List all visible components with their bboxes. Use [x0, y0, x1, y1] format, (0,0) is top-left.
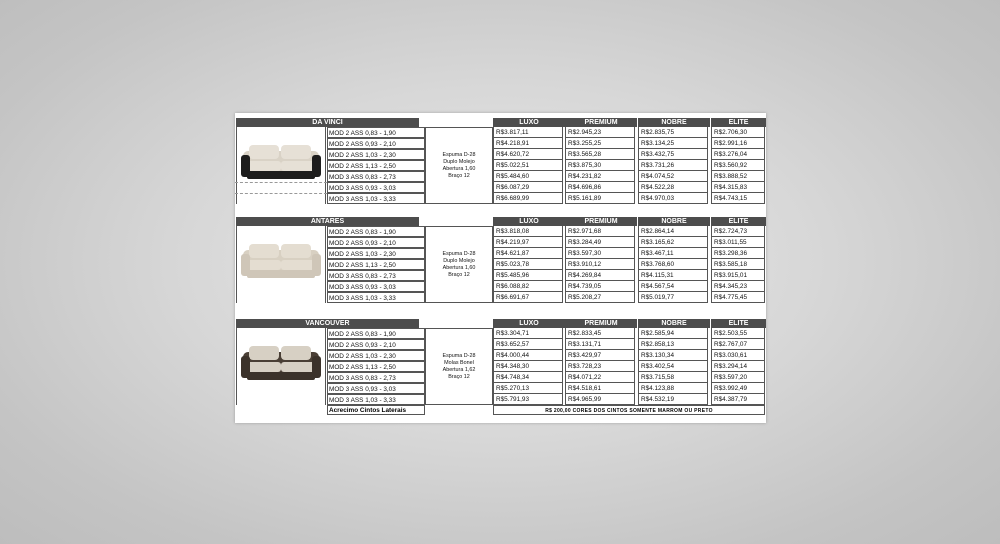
price-cell: R$3.715,58 [638, 372, 708, 383]
price-cell: R$3.728,23 [565, 361, 635, 372]
tier-header: PREMIUM [565, 319, 637, 328]
price-cell: R$3.915,01 [711, 270, 765, 281]
price-cell: R$3.467,11 [638, 248, 708, 259]
spec-line: Duplo Molejo [443, 257, 475, 264]
price-cell: R$5.023,78 [493, 259, 563, 270]
model-cell: MOD 3 ASS 0,83 - 2,73 [327, 270, 425, 281]
model-cell: MOD 3 ASS 1,03 - 3,33 [327, 292, 425, 303]
spec-line: Molas Bonel [444, 359, 474, 366]
product-section [235, 319, 766, 415]
price-cell: R$4.231,82 [565, 171, 635, 182]
spec-line: Espuma D-28 [442, 352, 476, 359]
product-section [235, 217, 766, 303]
model-cell: MOD 2 ASS 1,03 - 2,30 [327, 350, 425, 361]
model-cell: MOD 3 ASS 0,83 - 2,73 [327, 171, 425, 182]
model-cell: MOD 2 ASS 0,93 - 2,10 [327, 138, 425, 149]
price-cell: R$4.743,15 [711, 193, 765, 204]
price-cell: R$4.518,61 [565, 383, 635, 394]
price-cell: R$3.276,04 [711, 149, 765, 160]
price-cell: R$3.298,36 [711, 248, 765, 259]
price-cell: R$3.294,14 [711, 361, 765, 372]
tier-header: PREMIUM [565, 118, 637, 127]
price-cell: R$3.304,71 [493, 328, 563, 339]
tier-header: ELITE [711, 217, 766, 226]
price-cell: R$4.621,87 [493, 248, 563, 259]
price-cell: R$4.315,83 [711, 182, 765, 193]
price-cell: R$3.818,08 [493, 226, 563, 237]
price-cell: R$6.087,29 [493, 182, 563, 193]
spec-line: Abertura 1,60 [442, 264, 476, 271]
footer-note: R$ 200,00 CORES DOS CINTOS SOMENTE MARROM OU PRETO [493, 405, 765, 415]
product-name-header: ANTARES [236, 217, 419, 226]
price-cell: R$3.585,18 [711, 259, 765, 270]
spec-line: Braço 12 [448, 373, 470, 380]
price-cell: R$2.864,14 [638, 226, 708, 237]
price-cell: R$5.019,77 [638, 292, 708, 303]
tier-header: LUXO [493, 319, 565, 328]
price-cell: R$2.945,23 [565, 127, 635, 138]
price-cell: R$2.833,45 [565, 328, 635, 339]
price-cell: R$2.706,30 [711, 127, 765, 138]
price-cell: R$3.255,25 [565, 138, 635, 149]
price-cell: R$3.768,60 [638, 259, 708, 270]
product-section [235, 118, 766, 204]
price-cell: R$5.484,60 [493, 171, 563, 182]
row-divider [235, 182, 327, 183]
price-cell: R$2.767,07 [711, 339, 765, 350]
price-cell: R$4.000,44 [493, 350, 563, 361]
price-cell: R$4.532,19 [638, 394, 708, 405]
model-cell: MOD 3 ASS 0,93 - 3,03 [327, 383, 425, 394]
model-cell: MOD 2 ASS 1,03 - 2,30 [327, 149, 425, 160]
price-cell: R$3.910,12 [565, 259, 635, 270]
model-cell: MOD 2 ASS 0,83 - 1,90 [327, 226, 425, 237]
price-cell: R$4.748,34 [493, 372, 563, 383]
price-cell: R$3.597,20 [711, 372, 765, 383]
price-cell: R$3.565,28 [565, 149, 635, 160]
price-cell: R$3.402,54 [638, 361, 708, 372]
price-cell: R$4.775,45 [711, 292, 765, 303]
model-cell: MOD 2 ASS 0,93 - 2,10 [327, 339, 425, 350]
price-cell: R$4.970,03 [638, 193, 708, 204]
price-cell: R$4.269,84 [565, 270, 635, 281]
price-cell: R$2.503,55 [711, 328, 765, 339]
price-cell: R$2.585,94 [638, 328, 708, 339]
spec-box [425, 328, 493, 405]
price-cell: R$3.597,30 [565, 248, 635, 259]
model-cell: MOD 3 ASS 1,03 - 3,33 [327, 193, 425, 204]
spec-line: Braço 12 [448, 271, 470, 278]
price-cell: R$4.696,86 [565, 182, 635, 193]
price-cell: R$5.791,93 [493, 394, 563, 405]
price-cell: R$4.345,23 [711, 281, 765, 292]
price-cell: R$4.522,28 [638, 182, 708, 193]
price-cell: R$2.724,73 [711, 226, 765, 237]
tier-header: NOBRE [638, 319, 710, 328]
tier-header: ELITE [711, 118, 766, 127]
price-cell: R$6.689,99 [493, 193, 563, 204]
price-cell: R$4.071,22 [565, 372, 635, 383]
price-cell: R$3.165,62 [638, 237, 708, 248]
price-cell: R$4.123,88 [638, 383, 708, 394]
price-cell: R$2.991,16 [711, 138, 765, 149]
sofa-icon [237, 328, 325, 405]
model-cell: MOD 2 ASS 1,03 - 2,30 [327, 248, 425, 259]
tier-header: NOBRE [638, 118, 710, 127]
price-cell: R$2.858,13 [638, 339, 708, 350]
price-cell: R$2.971,68 [565, 226, 635, 237]
sofa-icon [237, 226, 325, 303]
model-cell: MOD 2 ASS 0,83 - 1,90 [327, 127, 425, 138]
price-cell: R$5.022,51 [493, 160, 563, 171]
tier-header: LUXO [493, 118, 565, 127]
price-sheet [235, 113, 766, 423]
sofa-image [236, 328, 326, 405]
spec-line: Duplo Molejo [443, 158, 475, 165]
price-cell: R$4.348,30 [493, 361, 563, 372]
model-cell: MOD 3 ASS 0,83 - 2,73 [327, 372, 425, 383]
spec-line: Espuma D-28 [442, 151, 476, 158]
price-cell: R$6.088,82 [493, 281, 563, 292]
price-cell: R$4.218,91 [493, 138, 563, 149]
row-divider [235, 193, 327, 194]
product-name-header: DA VINCI [236, 118, 419, 127]
footer-label: Acrecimo Cintos Laterais [327, 405, 425, 415]
price-cell: R$2.835,75 [638, 127, 708, 138]
price-cell: R$5.485,96 [493, 270, 563, 281]
price-cell: R$4.620,72 [493, 149, 563, 160]
model-cell: MOD 3 ASS 0,93 - 3,03 [327, 281, 425, 292]
price-cell: R$5.270,13 [493, 383, 563, 394]
price-cell: R$3.011,55 [711, 237, 765, 248]
price-cell: R$5.208,27 [565, 292, 635, 303]
price-cell: R$3.429,97 [565, 350, 635, 361]
price-cell: R$3.134,25 [638, 138, 708, 149]
spec-line: Abertura 1,62 [442, 366, 476, 373]
price-cell: R$3.652,57 [493, 339, 563, 350]
tier-header: ELITE [711, 319, 766, 328]
model-cell: MOD 2 ASS 0,83 - 1,90 [327, 328, 425, 339]
price-cell: R$4.965,99 [565, 394, 635, 405]
price-cell: R$3.030,61 [711, 350, 765, 361]
price-cell: R$3.560,92 [711, 160, 765, 171]
model-cell: MOD 2 ASS 1,13 - 2,50 [327, 160, 425, 171]
price-cell: R$3.284,49 [565, 237, 635, 248]
spec-box [425, 226, 493, 303]
price-cell: R$4.739,05 [565, 281, 635, 292]
price-cell: R$3.875,30 [565, 160, 635, 171]
model-cell: MOD 3 ASS 1,03 - 3,33 [327, 394, 425, 405]
price-cell: R$3.817,11 [493, 127, 563, 138]
price-cell: R$3.992,49 [711, 383, 765, 394]
price-cell: R$6.691,67 [493, 292, 563, 303]
product-name-header: VANCOUVER [236, 319, 419, 328]
price-cell: R$4.567,54 [638, 281, 708, 292]
price-cell: R$3.131,71 [565, 339, 635, 350]
price-cell: R$5.161,89 [565, 193, 635, 204]
model-cell: MOD 2 ASS 1,13 - 2,50 [327, 259, 425, 270]
price-cell: R$3.731,26 [638, 160, 708, 171]
price-cell: R$4.115,31 [638, 270, 708, 281]
tier-header: NOBRE [638, 217, 710, 226]
price-cell: R$4.387,79 [711, 394, 765, 405]
spec-line: Espuma D-28 [442, 250, 476, 257]
model-cell: MOD 2 ASS 0,93 - 2,10 [327, 237, 425, 248]
spec-line: Abertura 1,60 [442, 165, 476, 172]
price-cell: R$3.130,34 [638, 350, 708, 361]
price-cell: R$4.074,52 [638, 171, 708, 182]
sofa-image [236, 226, 326, 303]
tier-header: LUXO [493, 217, 565, 226]
price-cell: R$3.432,75 [638, 149, 708, 160]
spec-line: Braço 12 [448, 172, 470, 179]
price-cell: R$3.888,52 [711, 171, 765, 182]
model-cell: MOD 2 ASS 1,13 - 2,50 [327, 361, 425, 372]
price-cell: R$4.219,97 [493, 237, 563, 248]
model-cell: MOD 3 ASS 0,93 - 3,03 [327, 182, 425, 193]
tier-header: PREMIUM [565, 217, 637, 226]
spec-box [425, 127, 493, 204]
